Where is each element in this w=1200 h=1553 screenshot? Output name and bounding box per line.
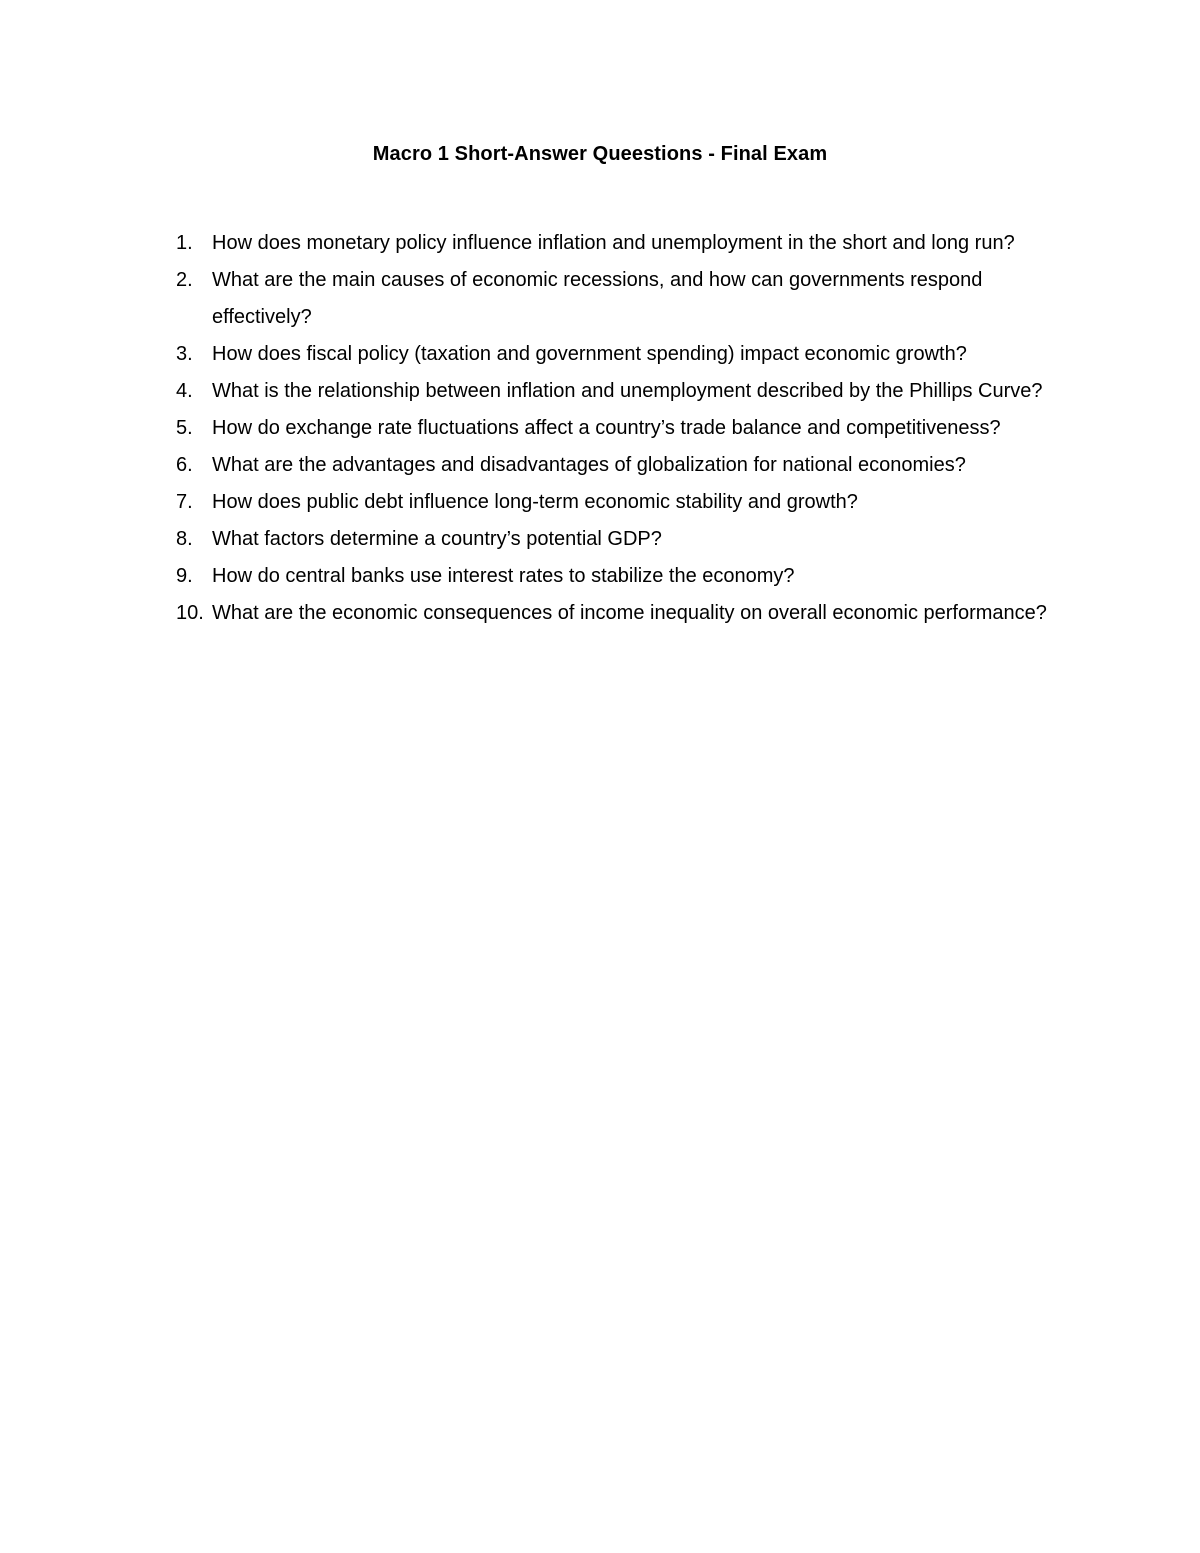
document-title: Macro 1 Short-Answer Queestions - Final Exam — [372, 143, 828, 165]
question-text: What factors determine a country’s potential GDP? — [212, 528, 662, 550]
question-number: 8. — [176, 528, 193, 550]
question-text: How do central banks use interest rates to stabilize the economy? — [212, 565, 795, 587]
question-number: 10. — [176, 602, 204, 624]
question-number: 3. — [176, 343, 193, 365]
question-item — [176, 225, 1056, 262]
question-number: 7. — [176, 491, 193, 513]
question-number: 6. — [176, 454, 193, 476]
question-number: 2. — [176, 269, 193, 291]
question-item — [176, 484, 1056, 521]
question-text: How do exchange rate fluctuations affect a country’s trade balance and competitiveness? — [212, 417, 1001, 439]
question-text: What are the main causes of economic recessions, and how can governments respond effectively? — [212, 269, 983, 328]
question-item — [176, 410, 1056, 447]
question-text: What are the advantages and disadvantages of globalization for national economies? — [212, 454, 966, 476]
question-number: 5. — [176, 417, 193, 439]
question-text: What are the economic consequences of income inequality on overall economic performance? — [212, 602, 1047, 624]
question-item — [176, 262, 1056, 336]
question-number: 1. — [176, 232, 193, 254]
question-item — [176, 558, 1056, 595]
question-text: How does monetary policy influence inflation and unemployment in the short and long run? — [212, 232, 1015, 254]
question-number: 4. — [176, 380, 193, 402]
question-item — [176, 595, 1056, 632]
question-item — [176, 521, 1056, 558]
question-item — [176, 373, 1056, 410]
question-number: 9. — [176, 565, 193, 587]
question-text: How does public debt influence long-term economic stability and growth? — [212, 491, 858, 513]
question-text: What is the relationship between inflation and unemployment described by the Phillips Curve? — [212, 380, 1043, 402]
question-list — [176, 225, 1056, 632]
question-item — [176, 447, 1056, 484]
question-text: How does fiscal policy (taxation and government spending) impact economic growth? — [212, 343, 967, 365]
question-item — [176, 336, 1056, 373]
